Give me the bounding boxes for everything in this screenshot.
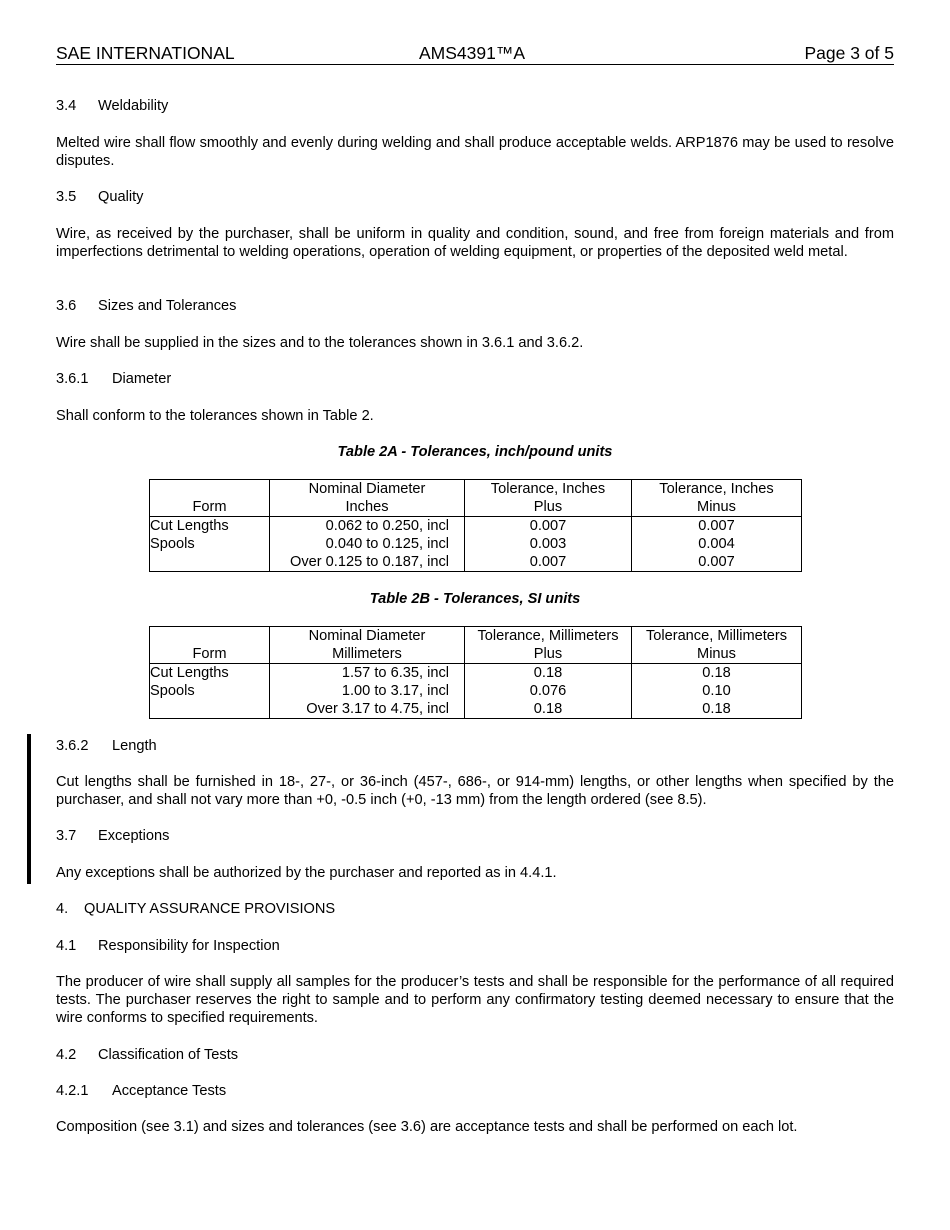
paragraph-exceptions: Any exceptions shall be authorized by the purchaser and reported as in 4.4.1.	[56, 865, 557, 881]
table-2a-caption: Table 2A - Tolerances, inch/pound units	[337, 444, 613, 460]
cell-form: Spools	[150, 683, 195, 699]
section-heading-4	[56, 900, 335, 918]
table-2b	[149, 626, 802, 719]
section-number: 4.2	[56, 1047, 77, 1063]
table-row	[150, 682, 802, 700]
table-2b-caption: Table 2B - Tolerances, SI units	[369, 591, 581, 607]
section-number: 3.6.1	[56, 371, 89, 387]
header-document-id: AMS4391™A	[419, 43, 526, 63]
cell-diameter: 0.062 to 0.250, incl	[270, 517, 465, 536]
header-form: Form	[150, 627, 270, 664]
section-heading-3-4	[56, 97, 168, 115]
paragraph-quality: Wire, as received by the purchaser, shall be uniform in quality and condition, sound, and free from foreign materials and from imperfections detrimental to welding operations, operation of welding equipment, or properties of the deposited weld metal.	[56, 226, 894, 260]
table-row	[150, 517, 802, 536]
paragraph-diameter: Shall conform to the tolerances shown in Table 2.	[56, 408, 374, 424]
section-title: QUALITY ASSURANCE PROVISIONS	[84, 901, 336, 917]
section-title: Weldability	[98, 98, 169, 114]
section-title: Acceptance Tests	[112, 1083, 227, 1099]
section-heading-3-6-1	[56, 370, 171, 388]
revision-change-bar	[27, 734, 31, 884]
header-form: Form	[150, 480, 270, 517]
section-number: 3.4	[56, 98, 77, 114]
cell-diameter: 1.00 to 3.17, incl	[270, 682, 465, 700]
header-nominal-diameter: Nominal Diameter Millimeters	[270, 627, 465, 664]
paragraph-acceptance-tests: Composition (see 3.1) and sizes and tolerances (see 3.6) are acceptance tests and shall be performed on each lot.	[56, 1119, 798, 1135]
paragraph-length: Cut lengths shall be furnished in 18-, 27-, or 36-inch (457-, 686-, or 914-mm) lengths, or other lengths when specified by the purchaser, and shall not vary more than +0, -0.5 inch (+0, -13 mm) from the length ordered (see 8.5).	[56, 774, 894, 808]
table-header-row	[150, 627, 802, 664]
section-heading-4-2	[56, 1046, 238, 1064]
section-heading-4-1	[56, 937, 280, 955]
cell-diameter: Over 3.17 to 4.75, incl	[270, 700, 465, 719]
section-title: Sizes and Tolerances	[98, 298, 237, 314]
cell-minus: 0.007	[632, 553, 802, 572]
cell-minus: 0.18	[632, 664, 802, 683]
section-heading-4-2-1	[56, 1082, 226, 1100]
table-row	[150, 535, 802, 553]
cell-plus: 0.18	[465, 664, 632, 683]
section-number: 3.6	[56, 298, 77, 314]
section-title: Length	[112, 738, 157, 754]
cell-plus: 0.003	[465, 535, 632, 553]
header-tolerance-plus: Tolerance, Millimeters Plus	[465, 627, 632, 664]
cell-diameter: 1.57 to 6.35, incl	[270, 664, 465, 683]
section-number: 3.6.2	[56, 738, 89, 754]
table-header-row	[150, 480, 802, 517]
header-tolerance-minus: Tolerance, Millimeters Minus	[632, 627, 802, 664]
table-row	[150, 553, 802, 572]
cell-plus: 0.007	[465, 517, 632, 536]
page-header	[56, 43, 894, 65]
cell-form: Cut Lengths	[150, 665, 229, 681]
section-title: Diameter	[112, 371, 172, 387]
header-nominal-diameter: Nominal Diameter Inches	[270, 480, 465, 517]
cell-minus: 0.18	[632, 700, 802, 719]
cell-form: Spools	[150, 536, 195, 552]
cell-plus: 0.076	[465, 682, 632, 700]
section-title: Responsibility for Inspection	[98, 938, 280, 954]
cell-plus: 0.007	[465, 553, 632, 572]
section-heading-3-6	[56, 297, 236, 315]
section-heading-3-7	[56, 827, 169, 845]
cell-diameter: 0.040 to 0.125, incl	[270, 535, 465, 553]
header-page-number: Page 3 of 5	[804, 43, 894, 63]
cell-minus: 0.004	[632, 535, 802, 553]
section-heading-3-6-2	[56, 737, 157, 755]
section-title: Classification of Tests	[98, 1047, 239, 1063]
cell-plus: 0.18	[465, 700, 632, 719]
header-tolerance-plus: Tolerance, Inches Plus	[465, 480, 632, 517]
section-number: 3.5	[56, 189, 77, 205]
paragraph-sizes-tolerances: Wire shall be supplied in the sizes and to the tolerances shown in 3.6.1 and 3.6.2.	[56, 335, 584, 351]
section-title: Exceptions	[98, 828, 170, 844]
cell-form	[150, 700, 270, 719]
paragraph-weldability: Melted wire shall flow smoothly and evenly during welding and shall produce acceptable welds. ARP1876 may be used to resolve disputes.	[56, 135, 894, 169]
cell-minus: 0.007	[632, 517, 802, 536]
table-row	[150, 664, 802, 683]
cell-diameter: Over 0.125 to 0.187, incl	[270, 553, 465, 572]
cell-minus: 0.10	[632, 682, 802, 700]
section-number: 4.	[56, 901, 69, 917]
cell-form: Cut Lengths	[150, 518, 229, 534]
table-2a	[149, 479, 802, 572]
section-number: 3.7	[56, 828, 77, 844]
section-heading-3-5	[56, 188, 143, 206]
section-number: 4.1	[56, 938, 77, 954]
paragraph-responsibility: The producer of wire shall supply all samples for the producer’s tests and shall be responsible for the performance of all required tests. The purchaser reserves the right to sample and to perform any confirmatory testing deemed necessary to ensure that the wire conforms to specified requirements.	[56, 974, 894, 1026]
header-organization: SAE INTERNATIONAL	[56, 43, 235, 63]
header-tolerance-minus: Tolerance, Inches Minus	[632, 480, 802, 517]
section-number: 4.2.1	[56, 1083, 89, 1099]
section-title: Quality	[98, 189, 144, 205]
cell-form	[150, 553, 270, 572]
table-row	[150, 700, 802, 719]
